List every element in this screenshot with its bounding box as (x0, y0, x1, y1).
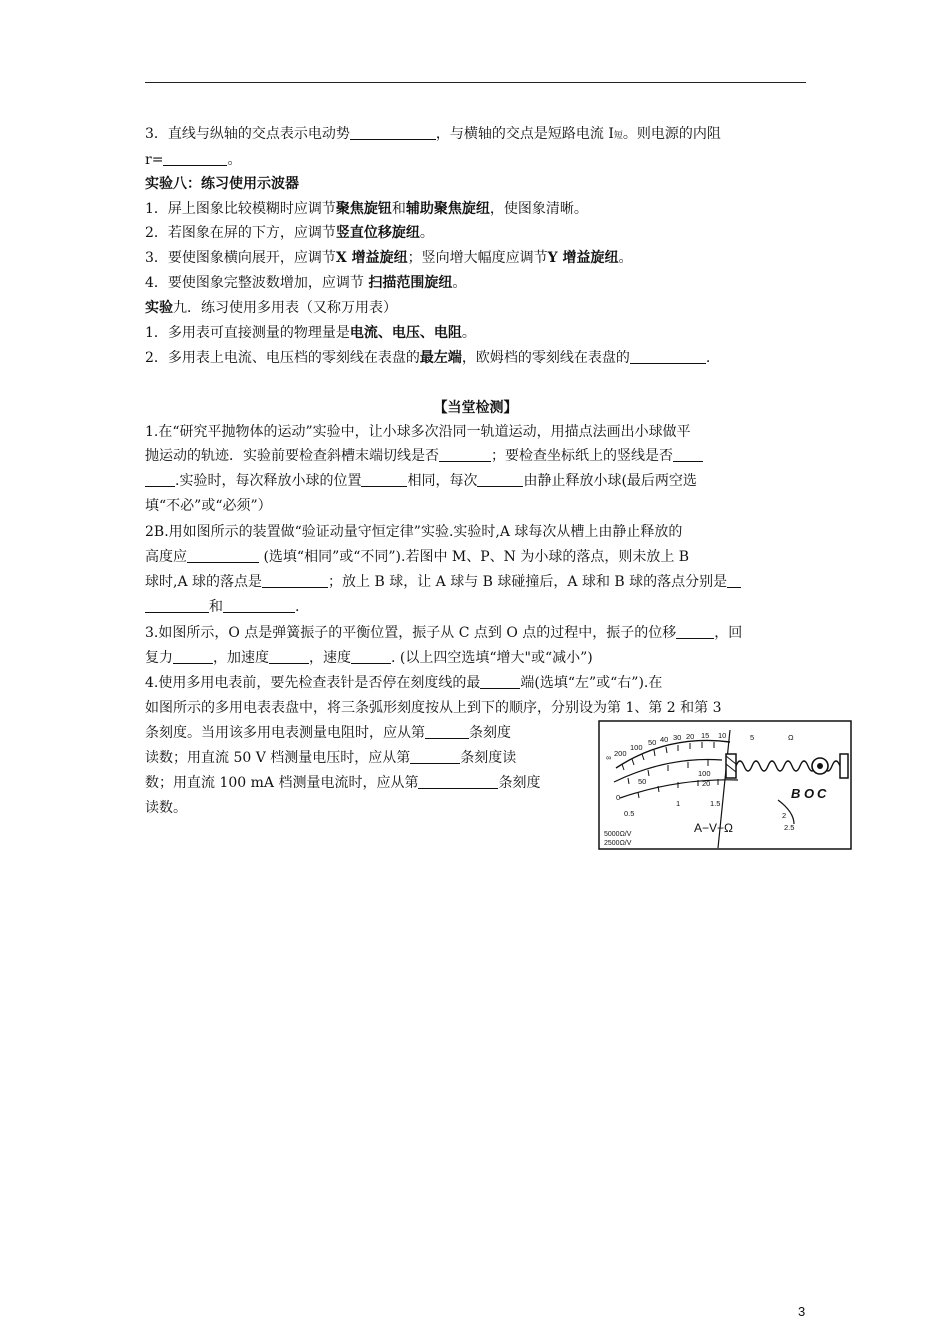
ohm-tick: 5 (750, 733, 755, 742)
answer-blank[interactable] (676, 624, 714, 639)
q4-line4: 读数；用直流 50 V 档测量电压时，应从第 条刻度读 (145, 750, 517, 766)
point-O-label: O (804, 786, 815, 801)
exp8-item2: 2．若图象在屏的下方，应调节竖直位移旋纽。 (145, 225, 434, 241)
answer-blank[interactable] (361, 472, 407, 487)
point-C-label: C (817, 786, 827, 801)
ohm-tick: 10 (718, 731, 727, 740)
scale-tick: 0 (616, 793, 621, 802)
low-tick: 1.5 (710, 799, 721, 808)
q4-line1: 4.使用多用电表前，要先检查表针是否停在刻度线的最 端(选填“左”或“右”).在 (145, 675, 663, 691)
multimeter-dial (604, 730, 794, 848)
page-number: 3 (798, 1304, 806, 1319)
q2-line1: 2B.用如图所示的装置做“验证动量守恒定律”实验.实验时,A 球每次从槽上由静止释放的 (145, 524, 683, 540)
answer-blank[interactable] (673, 447, 703, 462)
low-tick: 2.5 (784, 823, 795, 832)
q2-line4: 和 . (145, 597, 299, 617)
right-wall (840, 754, 848, 778)
exp9-item1: 1．多用表可直接测量的物理量是电流、电压、电阻。 (145, 325, 476, 341)
point-B-label: B (791, 786, 801, 801)
answer-blank[interactable] (223, 598, 295, 613)
answer-blank[interactable] (163, 151, 227, 166)
answer-blank[interactable] (269, 649, 309, 664)
exp7-item3-line1: 3．直线与纵轴的交点表示电动势 ，与横轴的交点是短路电流 I短。则电源的内阻 (145, 126, 721, 142)
answer-blank[interactable] (477, 472, 523, 487)
exp9-item2: 2．多用表上电流、电压档的零刻线在表盘的最左端，欧姆档的零刻线在表盘的 . (145, 350, 711, 366)
answer-blank[interactable] (410, 749, 460, 764)
q3-line1: 3.如图所示，O 点是弹簧振子的平衡位置，振子从 C 点到 O 点的过程中，振子的位移 ，回 (145, 625, 743, 641)
scale-tick: 100 (698, 769, 711, 778)
q1-line1: 1.在“研究平抛物体的运动”实验中，让小球多次沿同一轨道运动，用描点法画出小球做平 (145, 424, 691, 440)
low-tick: 1 (676, 799, 681, 808)
answer-blank[interactable] (262, 573, 328, 588)
q2-line3: 球时,A 球的落点是 ；放上 B 球，让 A 球与 B 球碰撞后，A 球和 B 球的落点分别是 (145, 572, 741, 592)
answer-blank[interactable] (145, 472, 175, 487)
q4-line6: 读数。 (145, 800, 187, 816)
exp8-item1: 1．屏上图象比较模糊时应调节聚焦旋钮和辅助聚焦旋纽，使图象清晰。 (145, 201, 588, 217)
low-tick: 0.5 (624, 809, 635, 818)
omega-label: Ω (788, 733, 794, 742)
answer-blank[interactable] (145, 598, 209, 613)
spring-coil (736, 761, 848, 771)
ohm-tick: 200 (614, 749, 627, 758)
section-title: 【当堂检测】 (433, 400, 518, 416)
answer-blank[interactable] (425, 724, 469, 739)
answer-blank[interactable] (630, 349, 706, 364)
answer-blank[interactable] (418, 774, 498, 789)
header-rule (145, 82, 806, 83)
exp8-item4: 4．要使图象完整波数增加，应调节 扫描范围旋纽。 (145, 275, 467, 291)
q2-line2: 高度应 (选填“相同”或“不同”).若图中 M、P、N 为小球的落点，则未放上 B (145, 549, 690, 565)
exp9-title: 实验九．练习使用多用表（又称万用表） (145, 300, 397, 316)
ohm-tick: 50 (648, 738, 657, 747)
sensitivity-label: 5000Ω/V (604, 831, 632, 838)
sensitivity-label: 2500Ω/V (604, 840, 632, 847)
exp8-item3: 3．要使图象横向展开，应调节X 增益旋纽；竖向增大幅度应调节Y 增益旋纽。 (145, 250, 633, 266)
ohm-tick: 40 (660, 735, 669, 744)
answer-blank[interactable] (439, 447, 491, 462)
q4-line5: 数；用直流 100 mA 档测量电流时，应从第 条刻度 (145, 775, 541, 791)
ohm-tick: 15 (701, 731, 710, 740)
q1-line2: 抛运动的轨迹．实验前要检查斜槽末端切线是否 ；要检查坐标纸上的竖线是否 (145, 446, 703, 466)
spring-oscillator (726, 754, 848, 801)
answer-blank[interactable] (350, 125, 436, 140)
multimeter-spring-figure (598, 720, 852, 850)
q1-line4: 填“不必”或“必须”） (145, 498, 272, 514)
answer-blank[interactable] (187, 548, 259, 563)
q4-line2: 如图所示的多用电表表盘中，将三条弧形刻度按从上到下的顺序，分别设为第 1、第 2 和第 3 (145, 700, 722, 716)
exp7-item3-line2: r= 。 (145, 152, 242, 168)
q3-line2: 复力 ，加速度 ，速度 . (以上四空选填“增大"或“减小”) (145, 650, 593, 666)
ohm-tick: 100 (630, 743, 643, 752)
scale-tick: 50 (638, 777, 647, 786)
q1-line3: .实验时，每次释放小球的位置 相同，每次 由静止释放小球(最后两空选 (145, 471, 697, 491)
oscillator-ball-center (817, 763, 823, 769)
answer-blank[interactable] (173, 649, 213, 664)
scale-tick: 20 (702, 779, 711, 788)
answer-blank[interactable] (480, 674, 520, 689)
answer-blank[interactable] (351, 649, 391, 664)
exp8-title: 实验八：练习使用示波器 (145, 176, 299, 192)
infinity-label: ∞ (606, 753, 612, 762)
low-tick: 2 (782, 811, 787, 820)
ohm-tick: 20 (686, 732, 695, 741)
q4-line3: 条刻度。当用该多用电表测量电阻时，应从第 条刻度 (145, 725, 511, 741)
meter-label: A−V−Ω (694, 821, 733, 835)
ohm-tick: 30 (673, 733, 682, 742)
answer-blank[interactable] (727, 573, 741, 588)
